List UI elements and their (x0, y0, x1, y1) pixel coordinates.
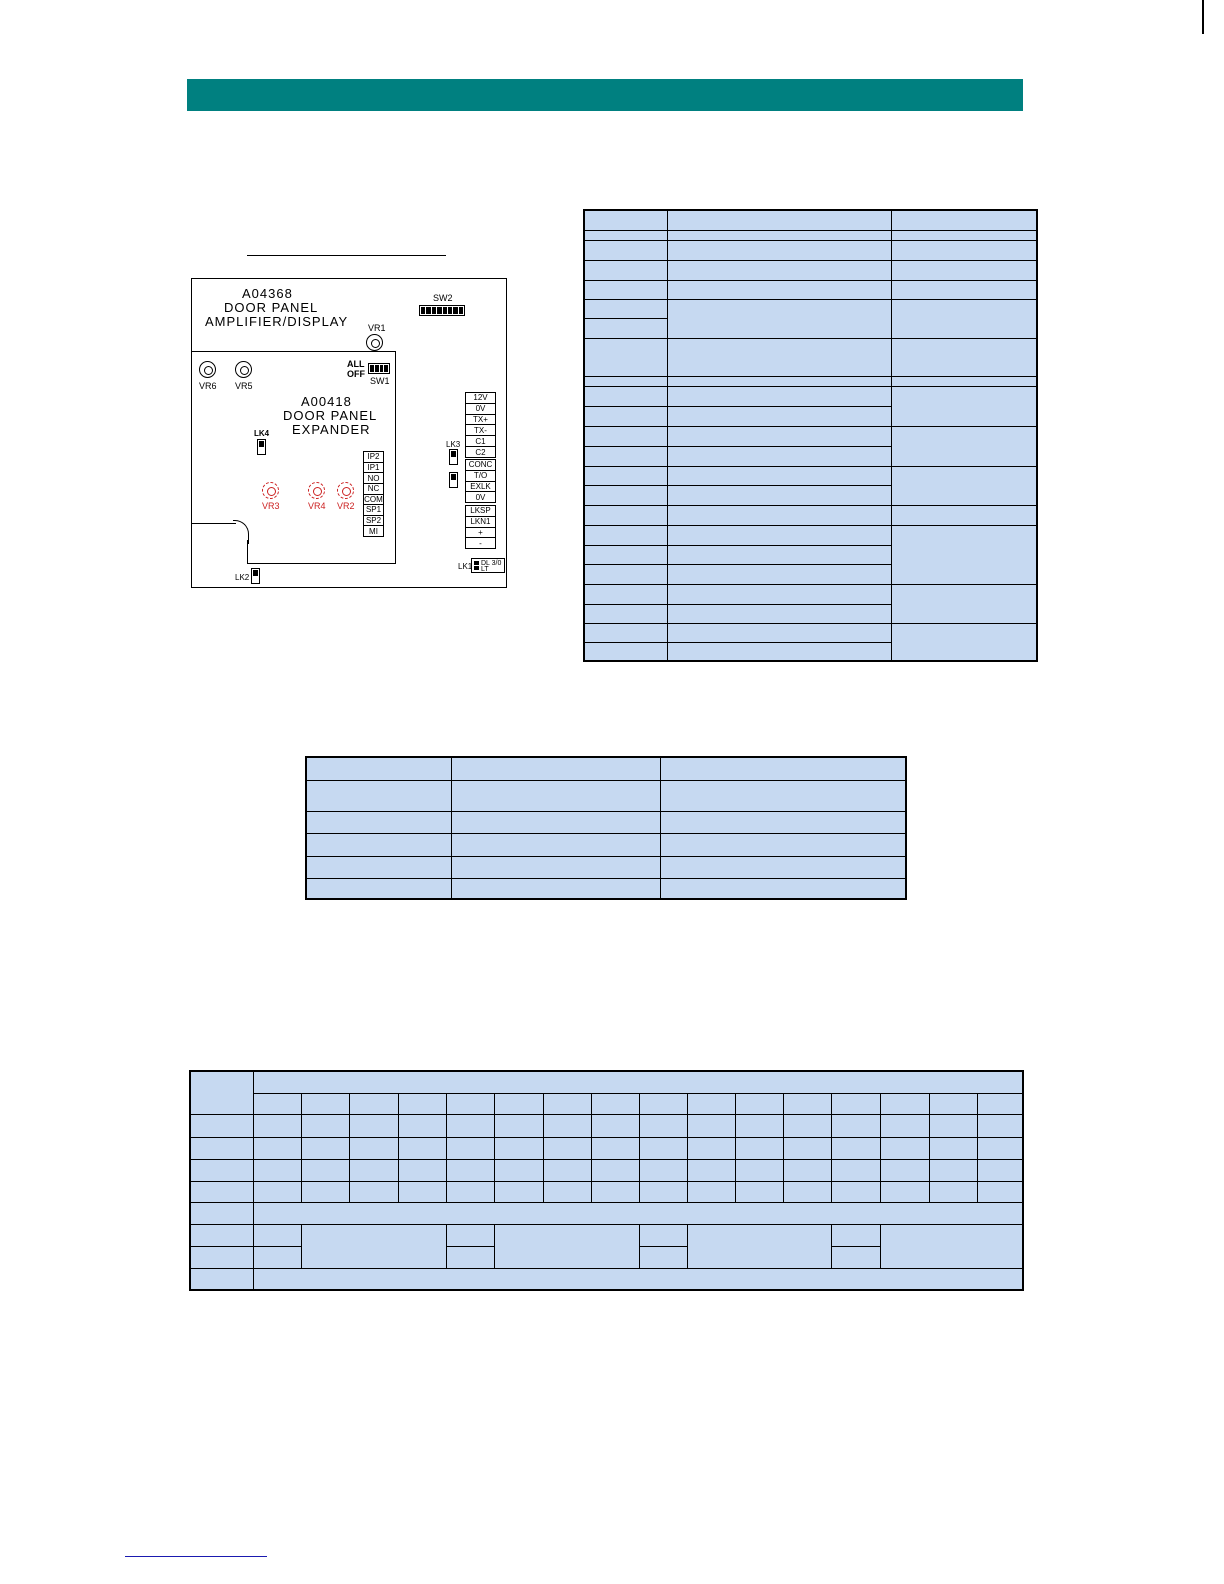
lk3-jumper-icon (449, 449, 458, 465)
table-cell (301, 1093, 350, 1115)
table-cell (451, 878, 661, 900)
diagram-title-underline (247, 255, 446, 256)
table-cell (584, 564, 668, 585)
table-cell (398, 1093, 447, 1115)
lk2-label: LK2 (235, 573, 250, 582)
table-cell (584, 406, 668, 427)
row-header-cell (190, 1202, 254, 1225)
table-cell (584, 584, 668, 605)
lk1-jumper-block (471, 558, 505, 573)
table-cell (880, 1224, 1024, 1269)
table-cell (891, 386, 1038, 427)
table-cell (977, 1181, 1024, 1203)
table-cell (783, 1093, 832, 1115)
table-cell (306, 811, 452, 834)
table-cell (494, 1224, 640, 1269)
lk1-option-2: LT (481, 566, 489, 573)
table-cell (667, 466, 892, 486)
table-cell (891, 584, 1038, 624)
table-cell (667, 299, 892, 339)
table-cell (891, 260, 1038, 281)
table-cell (639, 1114, 688, 1138)
table-cell (584, 485, 668, 506)
table-cell (667, 406, 892, 427)
table-cell (880, 1159, 930, 1182)
terminal-label: 0V (466, 404, 495, 415)
table-cell (591, 1137, 640, 1160)
table-cell (667, 280, 892, 300)
table-cell (451, 833, 661, 857)
table-cell (667, 604, 892, 624)
lock-terminal-block (465, 459, 496, 503)
table-cell (349, 1093, 399, 1115)
table-cell (929, 1093, 978, 1115)
table-cell (891, 280, 1038, 300)
table-cell (667, 426, 892, 447)
lk3-label: LK3 (446, 440, 461, 449)
table-cell (880, 1181, 930, 1203)
table-cell (301, 1181, 350, 1203)
table-cell (494, 1137, 544, 1160)
footer-link-underline (125, 1556, 267, 1557)
sw2-label: SW2 (433, 293, 453, 303)
table-cell (977, 1114, 1024, 1138)
table-header-cell (253, 1071, 1024, 1094)
terminal-label: C1 (466, 436, 495, 447)
table-cell (543, 1137, 592, 1160)
table-cell (543, 1093, 592, 1115)
section-header-bar (187, 79, 1023, 111)
table-cell (783, 1114, 832, 1138)
power-data-terminal-block (465, 392, 496, 458)
table-cell (591, 1093, 640, 1115)
table-cell (584, 318, 668, 339)
table-cell (687, 1159, 736, 1182)
table-cell (929, 1114, 978, 1138)
vr4-label: VR4 (308, 501, 326, 511)
table-cell (831, 1159, 881, 1182)
table-cell (584, 386, 668, 407)
terminal-label: COM (364, 494, 383, 504)
table-cell (735, 1114, 784, 1138)
table-cell (584, 642, 668, 662)
table-cell (667, 505, 892, 526)
table-cell (446, 1181, 495, 1203)
table-cell (667, 386, 892, 407)
table-cell (667, 584, 892, 605)
vr4-potentiometer-icon (308, 482, 325, 499)
row-header-cell (190, 1114, 254, 1138)
table-cell (735, 1181, 784, 1203)
table-cell (831, 1181, 881, 1203)
table-cell (398, 1137, 447, 1160)
table-cell (306, 780, 452, 812)
table-cell (735, 1093, 784, 1115)
table-cell (667, 446, 892, 467)
lk2-jumper-icon (251, 568, 260, 584)
terminal-label: TX- (466, 425, 495, 436)
table-cell (253, 1246, 302, 1269)
table-cell (451, 811, 661, 834)
table-cell (451, 757, 661, 781)
table-cell (301, 1137, 350, 1160)
table-cell (667, 338, 892, 377)
table-cell (660, 833, 907, 857)
table-cell (253, 1114, 302, 1138)
terminal-label: LKN1 (466, 517, 495, 528)
table-cell (494, 1159, 544, 1182)
vr1-potentiometer-icon (366, 334, 383, 351)
expander-terminal-block (363, 451, 384, 537)
table-cell (831, 1224, 881, 1247)
table-cell (253, 1093, 302, 1115)
table-cell (349, 1159, 399, 1182)
table-cell (891, 338, 1038, 377)
terminal-label: CONC (466, 460, 495, 471)
table-cell (306, 757, 452, 781)
amplifier-board-name-line1: DOOR PANEL (224, 300, 319, 315)
terminal-label: NO (364, 473, 383, 484)
table-cell (687, 1114, 736, 1138)
table-cell (543, 1181, 592, 1203)
table-cell (639, 1246, 688, 1269)
table-cell (584, 240, 668, 261)
table-cell (446, 1159, 495, 1182)
table-cell (667, 210, 892, 231)
table-cell (660, 780, 907, 812)
table-cell (301, 1159, 350, 1182)
terminal-label: T/O (466, 471, 495, 482)
table-cell (667, 260, 892, 281)
off-label: OFF (347, 369, 365, 379)
table-cell (584, 280, 668, 300)
table-cell (687, 1224, 832, 1269)
table-cell (253, 1224, 302, 1247)
table-cell (831, 1137, 881, 1160)
vr1-label: VR1 (368, 323, 386, 333)
table-cell (301, 1224, 447, 1269)
table-cell (253, 1268, 1024, 1291)
table-cell (831, 1093, 881, 1115)
vr6-label: VR6 (199, 381, 217, 391)
row-header-cell (190, 1224, 254, 1247)
terminal-label: - (479, 538, 482, 548)
vr3-label: VR3 (262, 501, 280, 511)
expander-board-id: A00418 (301, 394, 352, 409)
table-cell (591, 1181, 640, 1203)
table-cell (349, 1137, 399, 1160)
terminal-label: 0V (475, 492, 486, 502)
vr2-potentiometer-icon (337, 482, 354, 499)
table-cell (584, 299, 668, 319)
table-cell (446, 1224, 495, 1247)
expander-board-name-line1: DOOR PANEL (283, 408, 378, 423)
terminal-label: IP1 (364, 463, 383, 474)
terminal-label: EXLK (466, 482, 495, 493)
table-cell (349, 1114, 399, 1138)
row-header-cell (190, 1246, 254, 1269)
table-cell (398, 1114, 447, 1138)
sw1-dip-switch (368, 363, 390, 374)
table-cell (494, 1093, 544, 1115)
table-cell (639, 1137, 688, 1160)
table-cell (451, 780, 661, 812)
terminal-label: 12V (466, 393, 495, 404)
row-header-cell (190, 1159, 254, 1182)
table-cell (891, 466, 1038, 506)
table-cell (783, 1181, 832, 1203)
table-cell (584, 505, 668, 526)
table-cell (306, 878, 452, 900)
table-cell (398, 1159, 447, 1182)
table-cell (253, 1181, 302, 1203)
table-cell (831, 1246, 881, 1269)
vr5-label: VR5 (235, 381, 253, 391)
terminal-label: TX+ (466, 415, 495, 426)
sw2-dip-switch (419, 305, 465, 316)
table-cell (891, 426, 1038, 467)
table-cell (667, 525, 892, 546)
table-cell (880, 1114, 930, 1138)
table-cell (253, 1137, 302, 1160)
table-cell (446, 1246, 495, 1269)
table-cell (446, 1137, 495, 1160)
table-cell (639, 1093, 688, 1115)
table-cell (584, 604, 668, 624)
table-cell (584, 210, 668, 231)
table-cell (977, 1159, 1024, 1182)
table-cell (591, 1114, 640, 1138)
table-cell (891, 210, 1038, 231)
table-cell (891, 623, 1038, 662)
terminal-label: NC (364, 484, 383, 495)
row-header-cell (190, 1268, 254, 1291)
table-cell (584, 426, 668, 447)
table-cell (977, 1093, 1024, 1115)
table-cell (929, 1137, 978, 1160)
table-cell (494, 1114, 544, 1138)
vr6-potentiometer-icon (199, 361, 216, 378)
table-cell (639, 1159, 688, 1182)
expander-board-name-line2: EXPANDER (292, 422, 371, 437)
table-cell (687, 1093, 736, 1115)
amplifier-board-name-line2: AMPLIFIER/DISPLAY (205, 314, 349, 329)
table-cell (543, 1159, 592, 1182)
table-cell (543, 1114, 592, 1138)
table-cell (687, 1137, 736, 1160)
table-cell (584, 338, 668, 377)
table-cell (660, 878, 907, 900)
table-cell (783, 1159, 832, 1182)
table-cell (584, 466, 668, 486)
table-cell (584, 525, 668, 546)
table-cell (891, 299, 1038, 339)
table-cell (977, 1137, 1024, 1160)
table-cell (398, 1181, 447, 1203)
all-label: ALL (347, 359, 365, 369)
table-cell (639, 1224, 688, 1247)
table-cell (306, 856, 452, 879)
row-header-cell (190, 1181, 254, 1203)
table-cell (639, 1181, 688, 1203)
table-cell (306, 833, 452, 857)
table-cell (584, 545, 668, 565)
table-cell (891, 240, 1038, 261)
table-cell (667, 623, 892, 643)
amplifier-board-id: A04368 (242, 286, 293, 301)
table-cell (446, 1114, 495, 1138)
terminal-label: IP2 (364, 452, 383, 463)
table-cell (253, 1202, 1024, 1225)
terminal-label: SP1 (365, 505, 382, 515)
table-cell (446, 1093, 495, 1115)
table-corner-cell (190, 1071, 254, 1115)
table-cell (687, 1181, 736, 1203)
table-cell (584, 446, 668, 467)
table-cell (253, 1159, 302, 1182)
table-cell (667, 564, 892, 585)
table-cell (301, 1114, 350, 1138)
table-cell (667, 485, 892, 506)
top-right-rule (1202, 0, 1204, 34)
table-cell (735, 1159, 784, 1182)
table-cell (880, 1137, 930, 1160)
table-cell (667, 545, 892, 565)
table-cell (660, 856, 907, 879)
terminal-label: + (466, 528, 495, 539)
terminal-label: MI (369, 526, 378, 536)
table-cell (783, 1137, 832, 1160)
table-cell (880, 1093, 930, 1115)
terminal-label: C2 (475, 447, 486, 457)
lk1-label: LK1 (458, 562, 473, 571)
table-cell (591, 1159, 640, 1182)
vr5-potentiometer-icon (235, 361, 252, 378)
table-cell (891, 525, 1038, 585)
lk1-option-1: DL 3/0 (481, 560, 502, 567)
table-cell (831, 1114, 881, 1138)
table-cell (584, 623, 668, 643)
table-cell (494, 1181, 544, 1203)
table-cell (667, 240, 892, 261)
table-cell (929, 1159, 978, 1182)
row-header-cell (190, 1137, 254, 1160)
lock-supply-terminal-block (465, 505, 496, 549)
table-cell (667, 642, 892, 662)
table-cell (584, 260, 668, 281)
lk4b-jumper-icon (449, 472, 458, 488)
table-cell (735, 1137, 784, 1160)
sw1-label: SW1 (370, 376, 390, 386)
vr2-label: VR2 (337, 501, 355, 511)
table-cell (451, 856, 661, 879)
lk4-jumper-icon (257, 439, 266, 455)
table-cell (660, 811, 907, 834)
table-cell (929, 1181, 978, 1203)
lk4-label: LK4 (254, 429, 270, 438)
table-cell (349, 1181, 399, 1203)
terminal-label: SP2 (365, 516, 382, 526)
terminal-label: LKSP (466, 506, 495, 517)
vr3-potentiometer-icon (262, 482, 279, 499)
table-cell (660, 757, 907, 781)
table-cell (891, 505, 1038, 526)
